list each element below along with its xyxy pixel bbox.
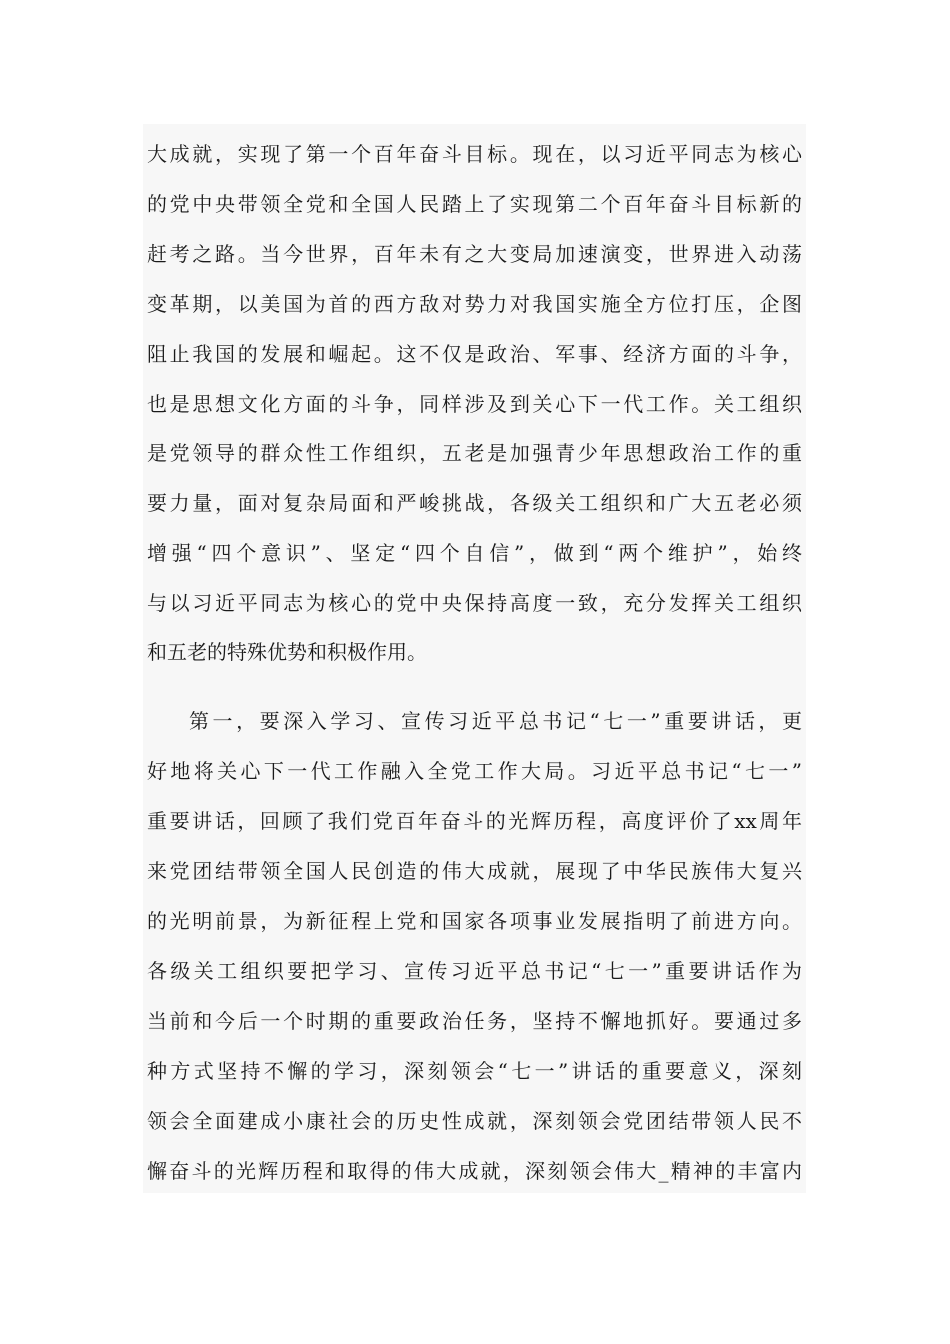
paragraph-1-line-9: 增强“四个意识”、坚定“四个自信”，做到“两个维护”，始终 [147,541,802,565]
paragraph-1-line-11: 和五老的特殊优势和积极作用。 [147,640,427,664]
paragraph-2-line-6: 各级关工组织要把学习、宣传习近平总书记“七一”重要讲话作为 [147,959,802,983]
paragraph-1-line-3: 赶考之路。当今世界，百年未有之大变局加速演变，世界进入动荡 [147,242,802,266]
paragraph-2-line-1: 第一，要深入学习、宣传习近平总书记“七一”重要讲话，更 [189,709,802,733]
paragraph-1-line-5: 阻止我国的发展和崛起。这不仅是政治、军事、经济方面的斗争， [147,342,802,366]
paragraph-1-line-10: 与以习近平同志为核心的党中央保持高度一致，充分发挥关工组织 [147,591,802,615]
paragraph-1-line-4: 变革期，以美国为首的西方敌对势力对我国实施全方位打压，企图 [147,292,802,316]
paragraph-1-line-1: 大成就，实现了第一个百年奋斗目标。现在，以习近平同志为核心 [147,142,802,166]
paragraph-1-line-2: 的党中央带领全党和全国人民踏上了实现第二个百年奋斗目标新的 [147,192,802,216]
paragraph-2-line-8: 种方式坚持不懈的学习，深刻领会“七一”讲话的重要意义，深刻 [147,1059,802,1083]
paragraph-2-line-4: 来党团结带领全国人民创造的伟大成就，展现了中华民族伟大复兴 [147,859,802,883]
paragraph-1-line-7: 是党领导的群众性工作组织，五老是加强青少年思想政治工作的重 [147,441,802,465]
paragraph-2-line-7: 当前和今后一个时期的重要政治任务，坚持不懈地抓好。要通过多 [147,1009,802,1033]
paragraph-2-line-10: 懈奋斗的光辉历程和取得的伟大成就，深刻领会伟大_精神的丰富内 [147,1159,802,1183]
paragraph-2-line-5: 的光明前景，为新征程上党和国家各项事业发展指明了前进方向。 [147,909,802,933]
paragraph-1-line-8: 要力量，面对复杂局面和严峻挑战，各级关工组织和广大五老必须 [147,491,802,515]
paragraph-2-line-3: 重要讲话，回顾了我们党百年奋斗的光辉历程，高度评价了xx周年 [147,809,802,833]
paragraph-2-line-9: 领会全面建成小康社会的历史性成就，深刻领会党团结带领人民不 [147,1109,802,1133]
paragraph-2-line-2: 好地将关心下一代工作融入全党工作大局。习近平总书记“七一” [147,759,802,783]
paragraph-1-line-6: 也是思想文化方面的斗争，同样涉及到关心下一代工作。关工组织 [147,392,802,416]
text-block [143,124,806,1193]
